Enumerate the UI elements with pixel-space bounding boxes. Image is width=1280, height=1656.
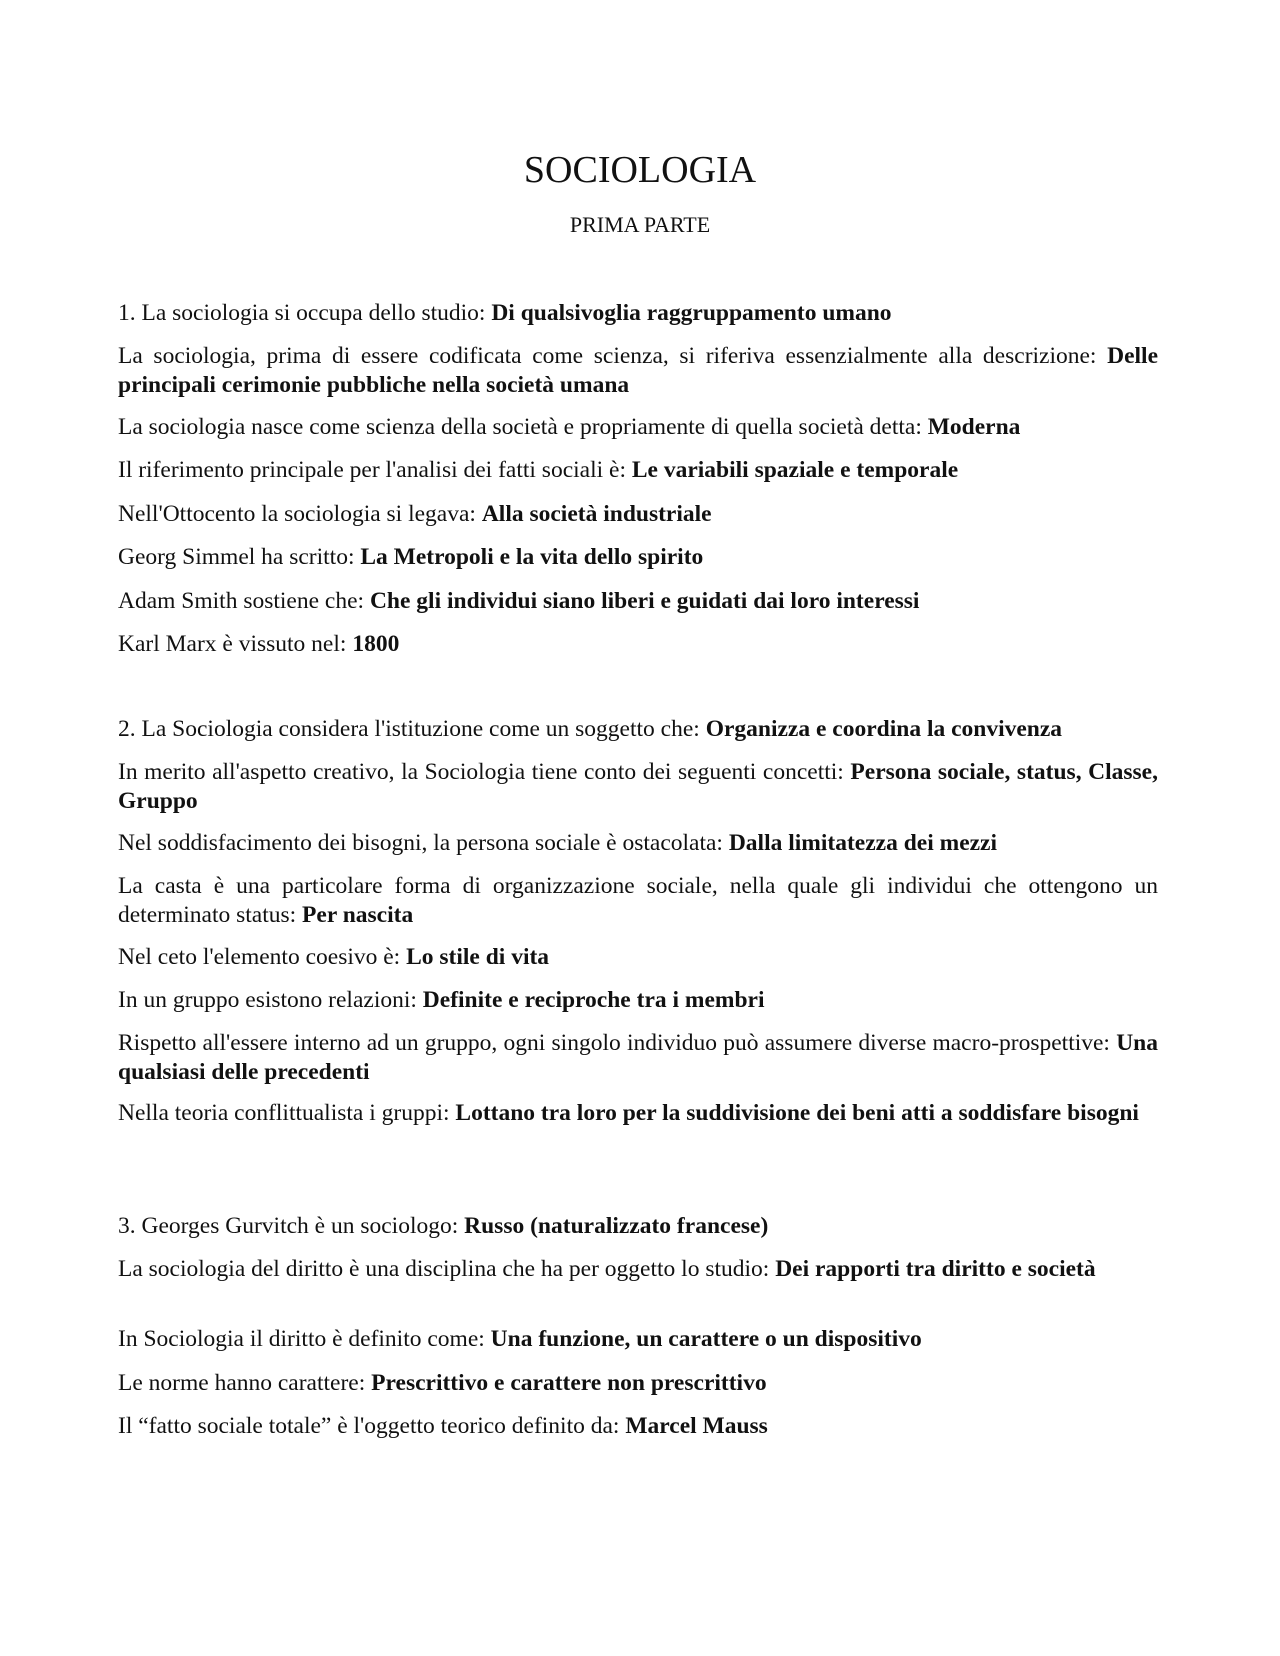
question-item (118, 342, 1158, 400)
answer-text: Definite e reciproche tra i membri (422, 987, 765, 1013)
question-item (118, 715, 1158, 744)
answer-text: La Metropoli e la vita dello spirito (360, 544, 704, 570)
answer-text: Che gli individui siano liberi e guidati dai loro interessi (369, 588, 920, 614)
question-item (118, 986, 1158, 1015)
answer-text: Delle principali cerimonie pubbliche nella società umana (118, 343, 1158, 398)
answer-text: Una qualsiasi delle precedenti (118, 1030, 1158, 1085)
question-item (118, 413, 1158, 442)
answer-text: Alla società industriale (481, 501, 712, 527)
question-text: Nella teoria conflittualista i gruppi: (118, 1100, 456, 1126)
answer-text: Di qualsivoglia raggruppamento umano (491, 300, 892, 326)
question-text: In un gruppo esistono relazioni: (118, 987, 423, 1013)
answer-text: Moderna (927, 414, 1021, 440)
question-item (118, 872, 1158, 930)
answer-text: Per nascita (302, 902, 414, 928)
question-item (118, 758, 1158, 816)
question-text: Nel soddisfacimento dei bisogni, la persona sociale è ostacolata: (118, 830, 729, 856)
question-text: Adam Smith sostiene che: (118, 588, 370, 614)
question-item (118, 299, 1158, 328)
answer-text: Prescrittivo e carattere non prescrittivo (371, 1370, 767, 1396)
answer-text: 1800 (352, 631, 400, 657)
question-item (118, 1369, 1158, 1398)
question-text: Nel ceto l'elemento coesivo è: (118, 944, 407, 970)
answer-text: Organizza e coordina la convivenza (705, 716, 1063, 742)
question-text: Georg Simmel ha scritto: (118, 544, 361, 570)
question-item (118, 1412, 1158, 1441)
question-text: Rispetto all'essere interno ad un gruppo, ogni singolo individuo può assumere diverse macro-prospettive: (118, 1030, 1117, 1056)
question-text: 3. Georges Gurvitch è un sociologo: (118, 1213, 465, 1239)
question-item (118, 456, 1158, 485)
question-text: 2. La Sociologia considera l'istituzione come un soggetto che: (118, 716, 706, 742)
question-item (118, 1099, 1158, 1128)
question-item (118, 500, 1158, 529)
question-text: La sociologia nasce come scienza della società e propriamente di quella società detta: (118, 414, 928, 440)
question-item (118, 829, 1158, 858)
answer-text: Dalla limitatezza dei mezzi (728, 830, 998, 856)
question-text: La sociologia del diritto è una disciplina che ha per oggetto lo studio: (118, 1256, 776, 1282)
question-item (118, 543, 1158, 572)
answer-text: Dei rapporti tra diritto e società (775, 1256, 1096, 1282)
question-text: Karl Marx è vissuto nel: (118, 631, 353, 657)
question-item (118, 587, 1158, 616)
question-item (118, 1255, 1158, 1284)
question-text: In Sociologia il diritto è definito come: (118, 1326, 491, 1352)
answer-text: Una funzione, un carattere o un dispositivo (490, 1326, 922, 1352)
question-text: La casta è una particolare forma di organizzazione sociale, nella quale gli individui che ottengono un determinato status: (118, 873, 1158, 928)
question-item (118, 630, 1158, 659)
question-item (118, 1029, 1158, 1087)
question-text: Il riferimento principale per l'analisi dei fatti sociali è: (118, 457, 632, 483)
question-text: Il “fatto sociale totale” è l'oggetto teorico definito da: (118, 1413, 626, 1439)
question-text: Le norme hanno carattere: (118, 1370, 372, 1396)
page-title: SOCIOLOGIA (523, 149, 757, 191)
answer-text: Le variabili spaziale e temporale (631, 457, 959, 483)
question-text: La sociologia, prima di essere codificata come scienza, si riferiva essenzialmente alla descrizione: (118, 343, 1108, 369)
question-text: In merito all'aspetto creativo, la Sociologia tiene conto dei seguenti concetti: (118, 759, 851, 785)
question-item (118, 1212, 1158, 1241)
question-item (118, 943, 1158, 972)
question-item (118, 1325, 1158, 1354)
question-text: Nell'Ottocento la sociologia si legava: (118, 501, 482, 527)
answer-text: Lo stile di vita (406, 944, 550, 970)
answer-text: Marcel Mauss (625, 1413, 768, 1439)
answer-text: Russo (naturalizzato francese) (464, 1213, 769, 1239)
page-subtitle: PRIMA PARTE (569, 212, 711, 237)
question-text: 1. La sociologia si occupa dello studio: (118, 300, 492, 326)
answer-text: Persona sociale, status, Classe, Gruppo (118, 759, 1158, 814)
answer-text: Lottano tra loro per la suddivisione dei beni atti a soddisfare bisogni (455, 1100, 1139, 1126)
